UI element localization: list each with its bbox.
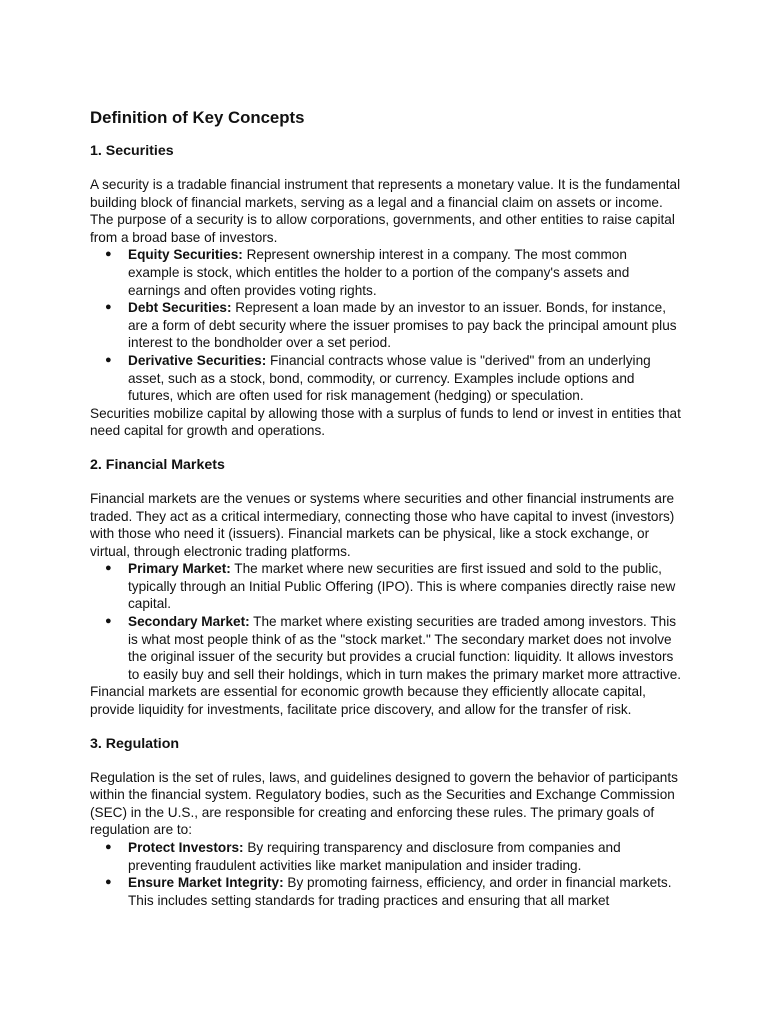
section-closing: Financial markets are essential for economic growth because they efficiently allocate capital, provide liquidity for investments, facilitate price discovery, and allow for the transfer of risk. [90,684,646,718]
section-intro: Regulation is the set of rules, laws, and guidelines designed to govern the behavior of participants within the financial system. Regulatory bodies, such as the Securities and Exchange Commission (SEC) in the U.S., are responsible for creating and enforcing these rules. The primary goals of regulation are to: [90,769,678,838]
section-intro: A security is a tradable financial instrument that represents a monetary value. It is the fundamental building block of financial markets, serving as a legal and a financial claim on assets or income. The purpose of a security is to allow corporations, governments, and other entities to raise capital from a broad base of investors. [90,177,681,245]
section-heading: 3. Regulation [90,735,180,752]
term-description: The market where new securities are first issued and sold to the public, typically through an Initial Public Offering (IPO). This is where companies directly raise new capital. [128,561,676,612]
section-heading: 2. Financial Markets [90,456,225,473]
term-label: Derivative Securities: [128,352,267,368]
section-securities [90,142,682,440]
term-label: Equity Securities: [128,247,243,263]
list-item [128,246,682,299]
section-heading: 1. Securities [90,143,174,159]
list-item [128,299,682,352]
list-item [128,613,682,683]
term-description: By requiring transparency and disclosure from companies and preventing fraudulent activities like market manipulation and insider trading. [128,840,621,873]
term-label: Primary Market: [128,561,231,577]
term-label: Ensure Market Integrity: [128,875,284,891]
term-description: Financial contracts whose value is "derived" from an underlying asset, such as a stock, bond, commodity, or currency. Examples include options and futures, which are often used for risk management (hedging) or speculation. [128,352,651,404]
bullet-list [90,246,682,404]
section-regulation [90,735,682,910]
term-description: The market where existing securities are traded among investors. This is what most people think of as the "stock market." The secondary market does not involve the original issuer of the security but provides a crucial function: liquidity. It allows investors to easily buy and sell their holdings, which in turn makes the primary market more attractive. [128,614,682,682]
section-intro: Financial markets are the venues or systems where securities and other financial instruments are traded. They act as a critical intermediary, connecting those who have capital to invest (investors) with those who need it (issuers). Financial markets can be physical, like a stock exchange, or virtual, through electronic trading platforms. [90,490,675,559]
term-description: By promoting fairness, efficiency, and order in financial markets. This includes setting standards for trading practices and ensuring that all market [128,875,672,908]
term-label: Debt Securities: [128,300,232,316]
term-label: Secondary Market: [128,614,250,630]
list-item [128,352,682,405]
document-content [90,108,682,925]
document-title: Definition of Key Concepts [90,108,305,127]
list-item [128,874,682,909]
list-item [128,839,682,874]
section-closing: Securities mobilize capital by allowing those with a surplus of funds to lend or invest in entities that need capital for growth and operations. [90,405,681,439]
term-description: Represent a loan made by an investor to an issuer. Bonds, for instance, are a form of debt security where the issuer promises to pay back the principal amount plus interest to the bondholder over a set period. [128,300,677,351]
list-item [128,560,682,613]
bullet-list [90,839,682,909]
term-description: Represent ownership interest in a company. The most common example is stock, which entitles the holder to a portion of the company's assets and earnings and often provides voting rights. [128,247,630,298]
term-label: Protect Investors: [128,840,244,855]
bullet-list [90,560,682,683]
section-financial-markets [90,456,682,719]
